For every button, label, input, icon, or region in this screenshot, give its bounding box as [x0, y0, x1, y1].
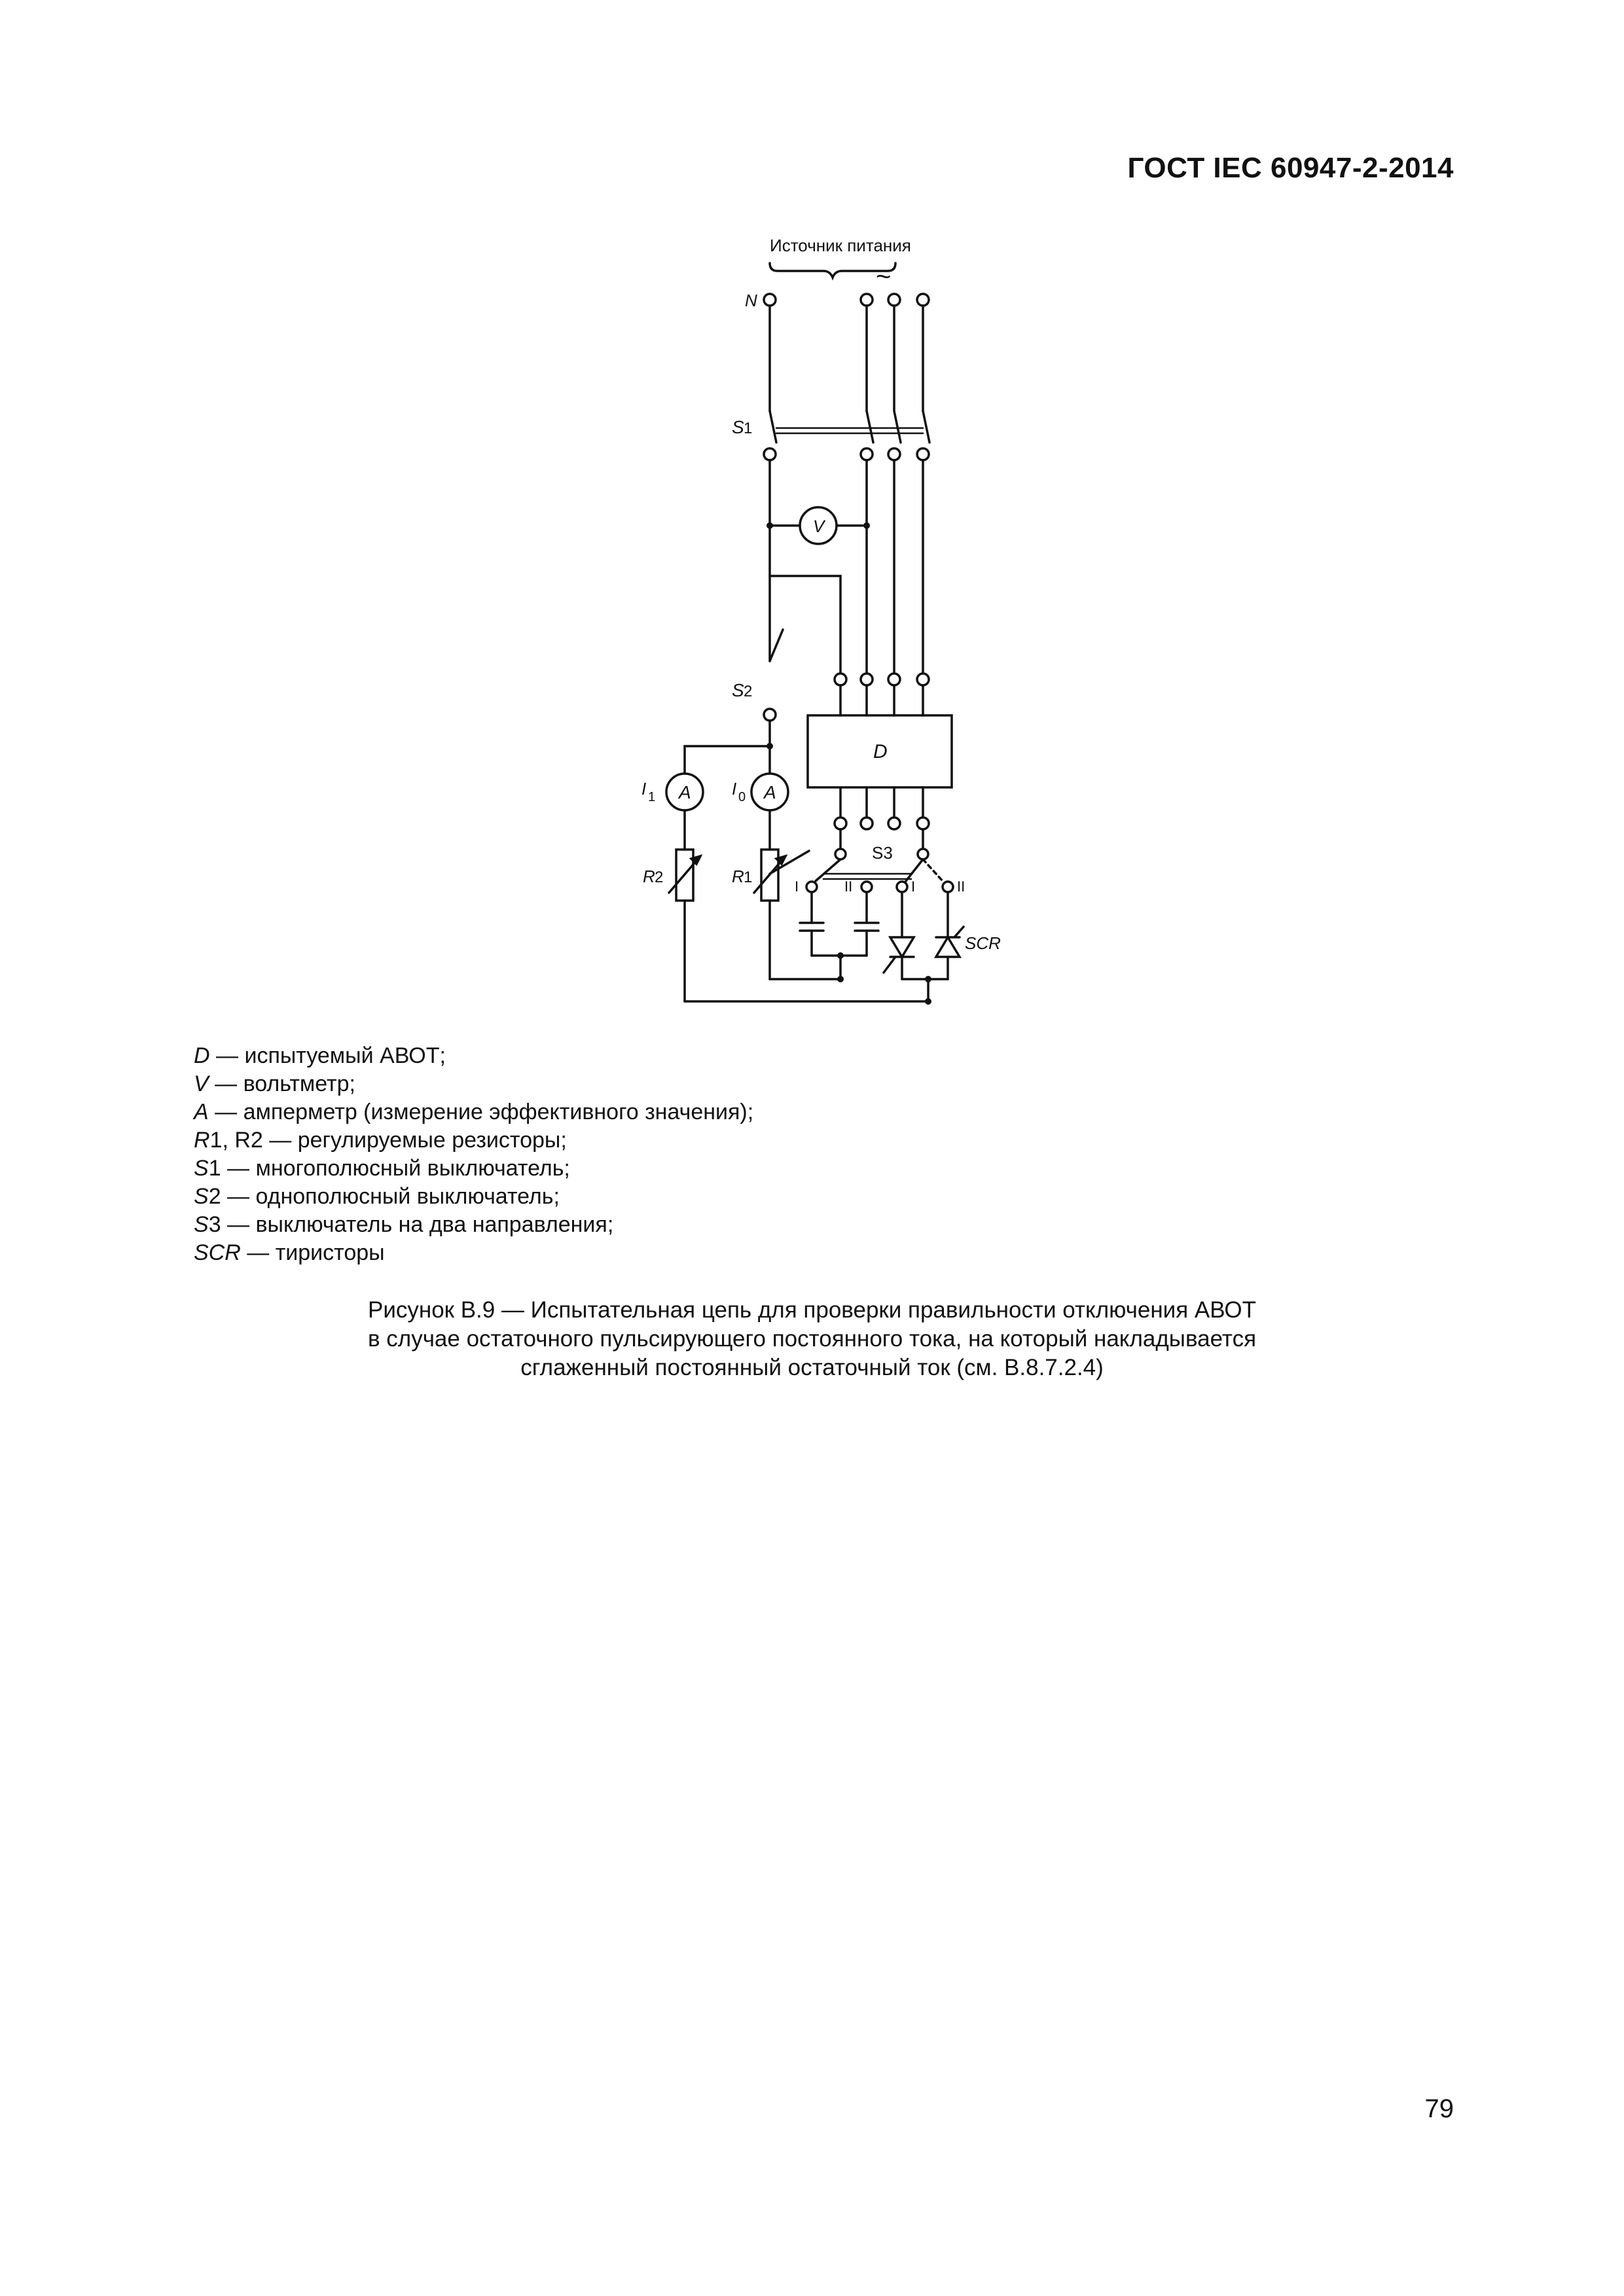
s3-pos-two-left: II	[844, 878, 853, 895]
ammeter-i1-label: A	[679, 782, 691, 802]
ammeter-i0-label: A	[764, 782, 776, 802]
legend-item: S1 — многополюсный выключатель;	[194, 1156, 570, 1181]
s3-switch	[816, 859, 840, 881]
legend-item: S2 — однополюсный выключатель;	[194, 1184, 560, 1209]
s3-pos-two-right: II	[957, 878, 965, 895]
ac-symbol: ~	[876, 262, 892, 291]
i1-label: I	[641, 779, 647, 798]
legend-item: D — испытуемый АВОТ;	[194, 1043, 446, 1068]
i1-index: 1	[648, 790, 656, 804]
legend-item: A — амперметр (измерение эффективного значения);	[194, 1100, 754, 1124]
s3-pos-one-right: I	[911, 878, 916, 895]
legend-item: S3 — выключатель на два направления;	[194, 1212, 614, 1237]
s1-switch	[770, 411, 929, 442]
i0-index: 0	[738, 790, 746, 804]
s1-index: 1	[744, 420, 753, 437]
s2-label: S	[732, 680, 744, 700]
scr-label: SCR	[965, 933, 1001, 953]
power-source-label: Источник питания	[770, 236, 911, 255]
thyristor-1	[890, 937, 914, 957]
i0-label: I	[732, 779, 737, 798]
source-terminal-l1	[861, 294, 873, 306]
caption-line: в случае остаточного пульсирующего постоянного тока, на который накладывается	[367, 1326, 1257, 1352]
r2-label: R	[643, 867, 655, 886]
device-label: D	[873, 741, 888, 762]
voltmeter-label: V	[813, 516, 825, 536]
source-terminal-l2	[888, 294, 900, 306]
r2-index: 2	[655, 869, 664, 886]
caption-line: Рисунок В.9 — Испытательная цепь для проверки правильности отключения АВОТ	[367, 1297, 1257, 1323]
figure-caption	[0, 1296, 1624, 1382]
r1-index: 1	[744, 869, 753, 886]
neutral-label: N	[745, 291, 757, 310]
source-terminal-l3	[917, 294, 929, 306]
circuit-diagram	[615, 229, 1087, 1014]
source-terminal-n	[764, 294, 776, 306]
legend-item: SCR — тиристоры	[194, 1240, 385, 1265]
legend-item: V — вольтметр;	[194, 1071, 355, 1096]
document-id: ГОСТ IEC 60947-2-2014	[1127, 152, 1454, 184]
thyristor-2	[936, 937, 960, 957]
caption-line: сглаженный постоянный остаточный ток (см. В.8.7.2.4)	[520, 1355, 1104, 1380]
page-number: 79	[1424, 2094, 1454, 2123]
s1-label: S	[732, 417, 744, 437]
s2-switch	[770, 630, 783, 661]
s3-pos-one-left: I	[795, 878, 799, 895]
s2-index: 2	[744, 683, 753, 700]
s3-label: S3	[872, 843, 893, 863]
legend-item: R1, R2 — регулируемые резисторы;	[194, 1128, 567, 1153]
r1-label: R	[732, 867, 744, 886]
legend	[194, 1042, 753, 1267]
